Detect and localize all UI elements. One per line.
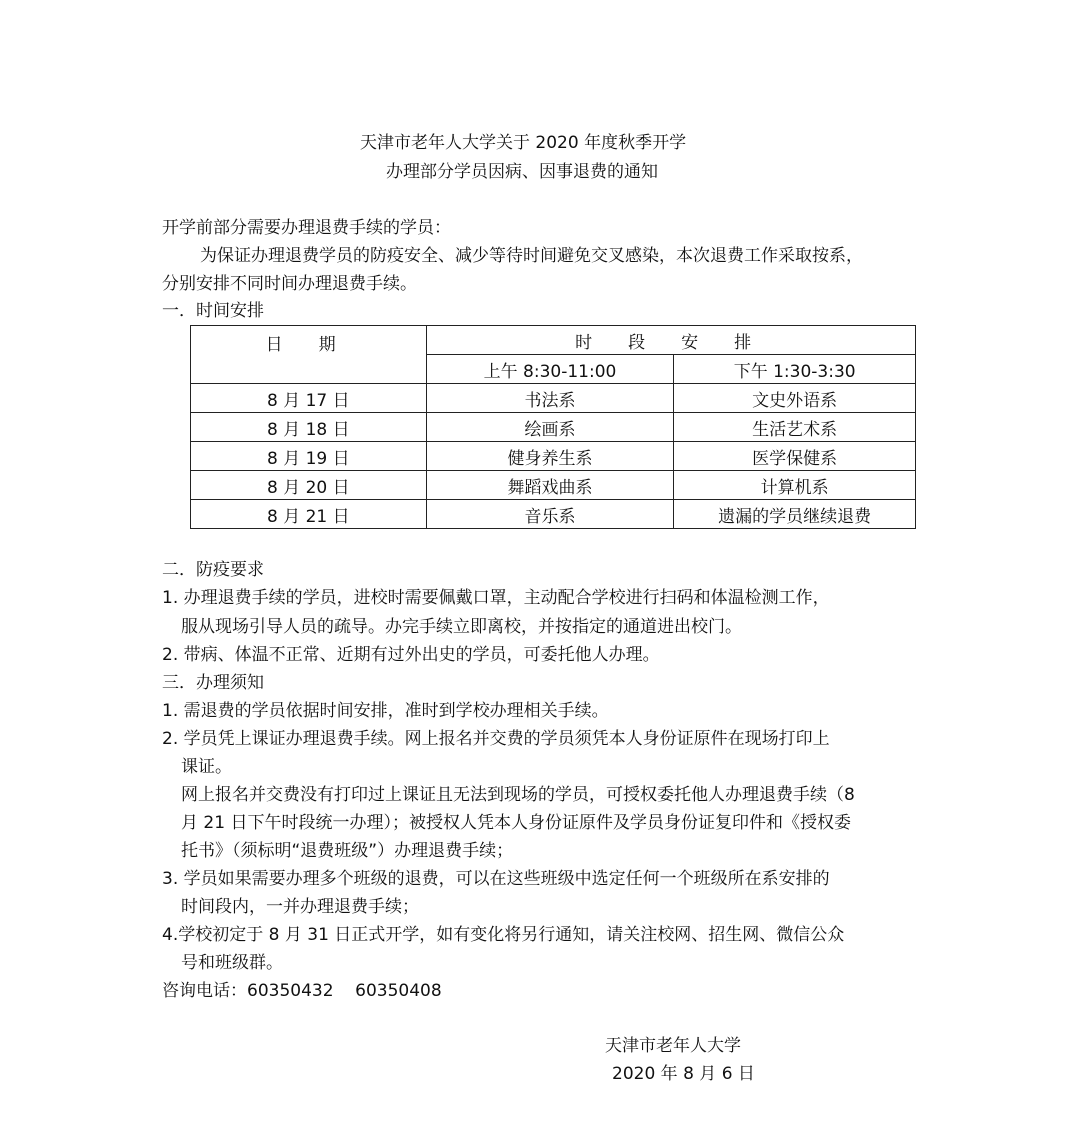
section3-item2-line5: 托书》（须标明“退费班级”）办理退费手续； [181,841,514,861]
table-row [191,413,916,442]
section3-item2-line1: 2. 学员凭上课证办理退费手续。网上报名并交费的学员须凭本人身份证原件在现场打印上 [162,729,830,749]
section2-item2: 2. 带病、体温不正常、近期有过外出史的学员，可委托他人办理。 [162,645,660,665]
morning-header: 上午 8:30-11:00 [426,355,674,384]
row-morning-dept: 音乐系 [426,500,674,529]
section1-heading: 一．时间安排 [162,301,264,321]
row-date: 8 月 20 日 [191,471,427,500]
notice-title-line1: 天津市老年人大学关于 2020 年度秋季开学 [360,133,687,153]
intro-greeting: 开学前部分需要办理退费手续的学员： [162,218,451,238]
table-row [191,471,916,500]
signature-org: 天津市老年人大学 [605,1036,741,1056]
row-morning-dept: 绘画系 [426,413,674,442]
table-row [191,442,916,471]
section3-item4-line2: 号和班级群。 [181,953,283,973]
section3-item4-line1: 4.学校初定于 8 月 31 日正式开学，如有变化将另行通知，请关注校网、招生网、微信公众 [162,925,845,945]
row-date: 8 月 21 日 [191,500,427,529]
row-morning-dept: 健身养生系 [426,442,674,471]
row-date: 8 月 18 日 [191,413,427,442]
section3-item3-line1: 3. 学员如果需要办理多个班级的退费，可以在这些班级中选定任何一个班级所在系安排的 [162,869,830,889]
notice-title-line2: 办理部分学员因病、因事退费的通知 [386,162,658,182]
table-row [191,500,916,529]
section3-item1: 1. 需退费的学员依据时间安排，准时到学校办理相关手续。 [162,701,609,721]
row-afternoon-dept: 医学保健系 [674,442,916,471]
section2-item1-line1: 1. 办理退费手续的学员，进校时需要佩戴口罩，主动配合学校进行扫码和体温检测工作， [162,588,830,608]
contact-phone: 咨询电话：60350432 60350408 [162,981,442,1001]
schedule-table [190,325,916,529]
section3-item2-line2: 课证。 [181,757,232,777]
section3-heading: 三．办理须知 [162,673,264,693]
row-afternoon-dept: 计算机系 [674,471,916,500]
section3-item3-line2: 时间段内，一并办理退费手续； [181,897,419,917]
row-afternoon-dept: 文史外语系 [674,384,916,413]
table-row [191,384,916,413]
row-afternoon-dept: 遗漏的学员继续退费 [674,500,916,529]
intro-paragraph-line2: 分别安排不同时间办理退费手续。 [162,274,417,294]
intro-paragraph-line1: 为保证办理退费学员的防疫安全、减少等待时间避免交叉感染，本次退费工作采取按系， [200,246,863,266]
section2-heading: 二．防疫要求 [162,560,264,580]
row-morning-dept: 书法系 [426,384,674,413]
signature-date: 2020 年 8 月 6 日 [612,1064,755,1084]
row-date: 8 月 19 日 [191,442,427,471]
schedule-header-row [191,326,916,355]
period-column-header: 时 段 安 排 [426,326,915,355]
row-date: 8 月 17 日 [191,384,427,413]
date-column-header: 日 期 [191,326,427,384]
section3-item2-line3: 网上报名并交费没有打印过上课证且无法到现场的学员，可授权委托他人办理退费手续（8 [181,785,855,805]
afternoon-header: 下午 1:30-3:30 [674,355,916,384]
row-morning-dept: 舞蹈戏曲系 [426,471,674,500]
row-afternoon-dept: 生活艺术系 [674,413,916,442]
section2-item1-line2: 服从现场引导人员的疏导。办完手续立即离校，并按指定的通道进出校门。 [181,617,742,637]
section3-item2-line4: 月 21 日下午时段统一办理）；被授权人凭本人身份证原件及学员身份证复印件和《授权委 [181,813,851,833]
